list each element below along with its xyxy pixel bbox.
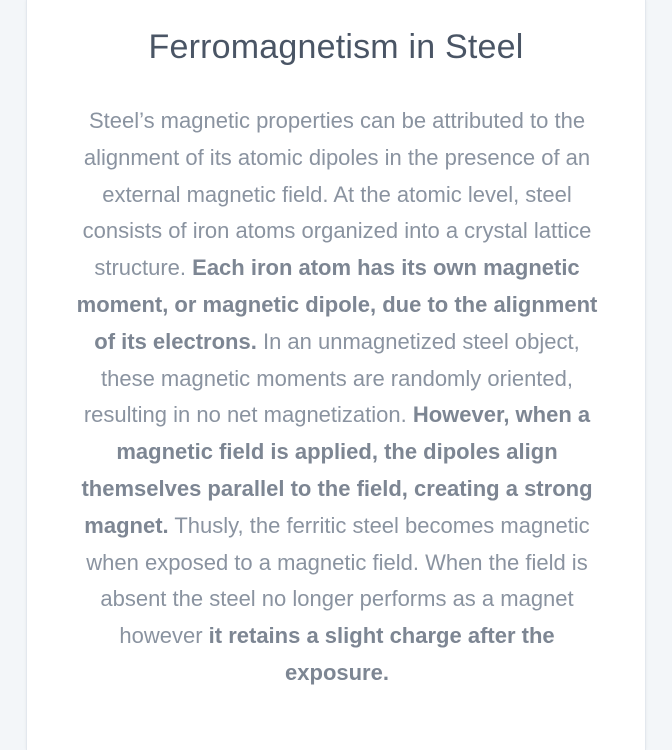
body-text-segment: Steel’s magnetic properties can be attributed to the alignment of its atomic dipoles in the presence of an external magnetic field. At the atomic level, steel consists of iron atoms organized into a crystal lattice structure.	[82, 108, 592, 281]
body-emphasis-segment: Each iron atom has its own magnetic moment, or magnetic dipole, due to the alignment of its electrons.	[76, 255, 598, 354]
article-body	[67, 103, 607, 692]
body-text-segment: In an unmagnetized steel object, these magnetic moments are randomly oriented, resulting in no net magnetization.	[83, 328, 580, 428]
article-title: Ferromagnetism in Steel	[148, 28, 524, 66]
body-emphasis-segment: it retains a slight charge after the exposure.	[208, 623, 555, 685]
body-text-segment: Thusly, the ferritic steel becomes magnetic when exposed to a magnetic field. When the field is absent the steel no longer performs as a magnet however	[86, 512, 590, 649]
body-emphasis-segment: However, when a magnetic field is applied, the dipoles align themselves parallel to the field, creating a strong magnet.	[81, 402, 593, 538]
article-card	[26, 0, 646, 750]
